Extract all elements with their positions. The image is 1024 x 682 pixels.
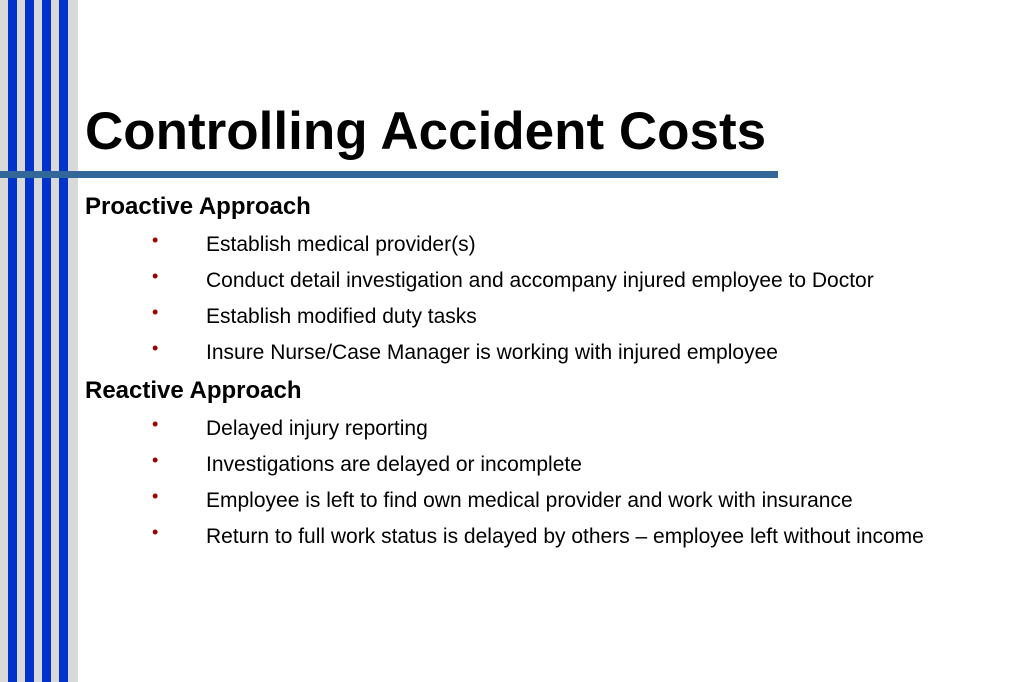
bullet-dot-icon: • — [152, 450, 159, 470]
list-item-text: Insure Nurse/Case Manager is working with injured employee — [206, 341, 778, 364]
list-item — [0, 340, 936, 365]
list-item-text: Employee is left to find own medical provider and work with insurance — [206, 489, 853, 512]
list-item — [0, 524, 936, 549]
list-item — [0, 304, 936, 329]
section-heading-reactive: Reactive Approach — [85, 377, 302, 404]
list-item-text: Establish modified duty tasks — [206, 305, 477, 328]
bullet-dot-icon: • — [152, 230, 159, 250]
bullet-dot-icon: • — [152, 486, 159, 506]
list-item-text: Return to full work status is delayed by others – employee left without income — [206, 525, 924, 548]
list-item-text: Establish medical provider(s) — [206, 233, 476, 256]
bullet-dot-icon: • — [152, 522, 159, 542]
list-item — [0, 416, 936, 441]
list-item — [0, 232, 936, 257]
proactive-bullet-list — [0, 232, 936, 376]
section-heading-proactive: Proactive Approach — [85, 193, 311, 220]
list-item — [0, 268, 936, 293]
slide-title: Controlling Accident Costs — [85, 102, 767, 161]
title-underline-rule — [0, 171, 778, 178]
list-item — [0, 452, 936, 477]
list-item-text: Conduct detail investigation and accompany injured employee to Doctor — [206, 269, 874, 292]
bullet-dot-icon: • — [152, 302, 159, 322]
bullet-dot-icon: • — [152, 266, 159, 286]
list-item-text: Delayed injury reporting — [206, 417, 428, 440]
list-item — [0, 488, 936, 513]
reactive-bullet-list — [0, 416, 936, 560]
bullet-dot-icon: • — [152, 338, 159, 358]
bullet-dot-icon: • — [152, 414, 159, 434]
list-item-text: Investigations are delayed or incomplete — [206, 453, 582, 476]
